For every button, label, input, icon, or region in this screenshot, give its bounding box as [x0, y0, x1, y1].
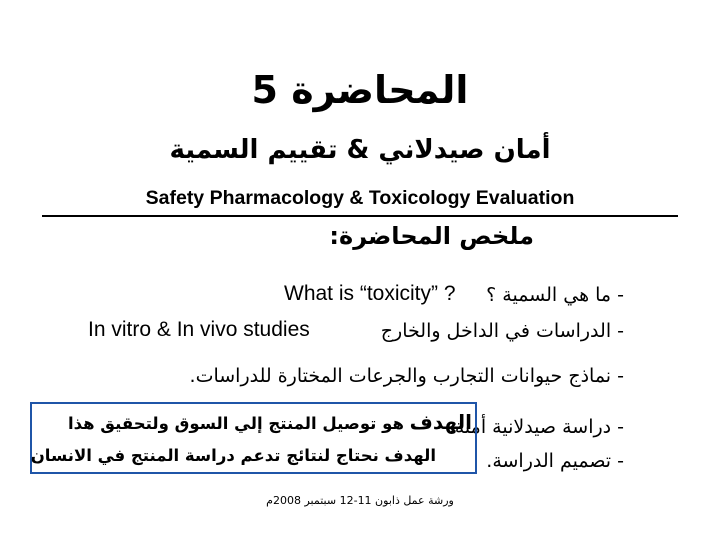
slide-subtitle-arabic: أمان صيدلاني & تقييم السمية	[169, 135, 551, 165]
slide-footer: ورشة عمل ذابون 11-12 سبتمبر 2008م	[266, 494, 454, 507]
divider-line	[42, 215, 678, 217]
bullet-item-arabic: - دراسة صيدلانية أمنة.	[448, 416, 624, 438]
slide-subtitle-english: Safety Pharmacology & Toxicology Evaluation	[145, 187, 575, 209]
slide-title: المحاضرة 5	[251, 68, 469, 112]
goal-text-line2: الهدف نحتاج لنتائج تدعم دراسة المنتج في الانسان	[30, 446, 436, 465]
bullet-item-arabic: - نماذج حيوانات التجارب والجرعات المختارة للدراسات.	[189, 365, 624, 387]
goal-text: هو توصيل المنتج إلي السوق ولتحقيق هذا	[67, 414, 404, 433]
bullet-item-english: What is “toxicity” ?	[284, 282, 456, 305]
bullet-item-english: In vitro & In vivo studies	[88, 318, 310, 341]
goal-text-line1	[68, 410, 472, 434]
bullet-item-arabic: - الدراسات في الداخل والخارج	[380, 320, 624, 342]
goal-label: الهدف	[409, 410, 472, 434]
summary-heading: ملخص المحاضرة:	[329, 222, 534, 250]
bullet-item-arabic: - تصميم الدراسة.	[486, 450, 624, 472]
bullet-item-arabic: - ما هي السمية ؟	[486, 284, 624, 306]
